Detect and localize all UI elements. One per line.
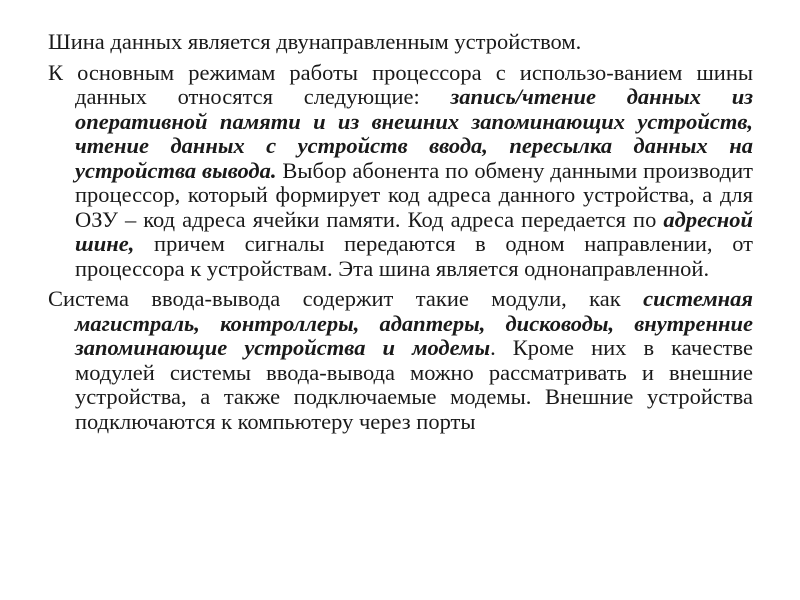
paragraph-io-system bbox=[48, 287, 753, 434]
text-segment: . Кроме них в качестве модулей системы ввода-вывода можно рассматривать и внешние устройства, а также подключаемые модемы. Внешние устройства подключаются к компьютеру через порты bbox=[75, 335, 753, 434]
text-segment: причем сигналы передаются в одном направлении, от процессора к устройствам. Эта шина является однонаправленной. bbox=[75, 231, 753, 281]
text-segment: Система ввода-вывода содержит такие модули, как bbox=[48, 286, 644, 311]
emphasized-text: системная магистраль, контроллеры, адаптеры, дисководы, внутренние запоминающие устройства и модемы bbox=[75, 286, 753, 360]
emphasized-text: адресной шине, bbox=[75, 206, 753, 256]
text-segment: Шина данных является двунаправленным устройством. bbox=[48, 29, 582, 54]
emphasized-text: запись/чтение данных из оперативной памяти и из внешних запоминающих устройств, чтение данных с устройств ввода, пересылка данных на устройства вывода. bbox=[75, 84, 753, 183]
text-segment: К основным режимам работы процессора с использо-ванием шины данных относятся следующие: bbox=[48, 59, 753, 109]
text-segment: Выбор абонента по обмену данными производит процессор, который формирует код адреса данного устройства, а для ОЗУ – код адреса ячейки памяти. Код адреса передается по bbox=[75, 157, 753, 232]
paragraph-processor-modes bbox=[48, 61, 753, 282]
slide-text-body bbox=[48, 30, 753, 440]
paragraph-data-bus bbox=[48, 30, 753, 55]
